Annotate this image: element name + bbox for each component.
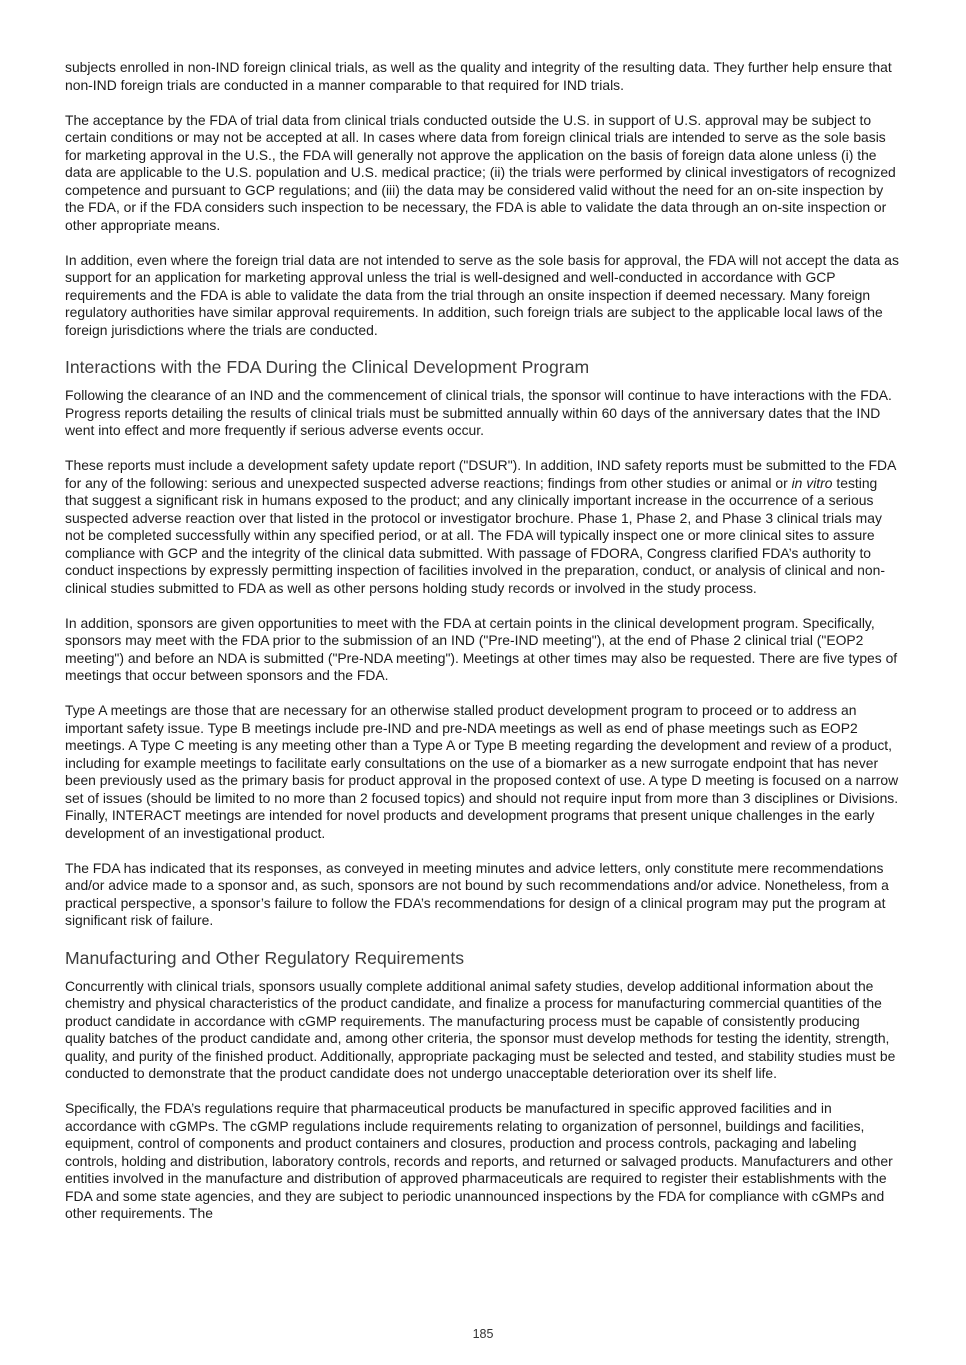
page-number: 185 (472, 1327, 494, 1341)
dsur-text-italic: in vitro (791, 474, 833, 491)
paragraph-fda-meetings: In addition, sponsors are given opportunities to meet with the FDA at certain points in the clinical development program. Specifically, sponsors may meet with the FDA prior to the submission of an IND ("Pre-IND meeting"), at the end of Phase 2 clinical trial ("EOP2 meeting") and before an NDA is submitted ("Pre-NDA meeting"). Meetings at other times may also be requested. There are five types of meetings that occur between sponsors and the FDA. (65, 614, 898, 683)
paragraph-progress-reports: Following the clearance of an IND and the commencement of clinical trials, the sponsor will continue to have interactions with the FDA. Progress reports detailing the results of clinical trials must be submitted annually within 60 days of the anniversary dates that the IND went into effect and more frequently if serious adverse events occur. (65, 387, 892, 438)
paragraph-foreign-data-support: In addition, even where the foreign trial data are not intended to serve as the sole basis for approval, the FDA will not accept the data as support for an application for marketing approval unless the trial is well-designed and well-conducted in accordance with GCP requirements and the FDA is able to validate the data from the trial through an onsite inspection if deemed necessary. Many foreign regulatory authorities have similar approval requirements. In addition, such foreign trials are subject to the applicable local laws of the foreign jurisdictions where the trials are conducted. (65, 251, 899, 338)
paragraph-cgmp-regulations: Specifically, the FDA’s regulations require that pharmaceutical products be manufactured in specific approved facilities and in accordance with cGMPs. The cGMP regulations include requirements relating to organization of personnel, buildings and facilities, equipment, control of components and product containers and closures, production and process controls, packaging and labeling controls, holding and distribution, laboratory controls, records and reports, and returned or salvaged products. Manufacturers and other entities involved in the manufacture and distribution of approved pharmaceuticals are required to register their establishments with the FDA and some state agencies, and they are subject to periodic unannounced inspections by the FDA for compliance with cGMPs and other requirements. The (65, 1100, 893, 1221)
paragraph-foreign-data-acceptance: The acceptance by the FDA of trial data from clinical trials conducted outside the U.S. in support of U.S. approval may be subject to certain conditions or may not be accepted at all. In cases where data from foreign clinical trials are intended to serve as the sole basis for marketing approval in the U.S., the FDA will generally not approve the application on the basis of foreign data alone unless (i) the data are applicable to the U.S. population and U.S. medical practice; (ii) the trials were performed by clinical investigators of recognized competence and pursuant to GCP regulations; and (iii) the data may be considered valid without the need for an on-site inspection by the FDA, or if the FDA considers such inspection to be necessary, the FDA is able to validate the data through an on-site inspection or other appropriate means. (65, 111, 896, 233)
dsur-text-part-1: These reports must include a development safety update report ("DSUR"). In addition, IND safety reports must be submitted to the FDA for any of the following: serious and unexpected suspected adverse reactions; findings from other studies or animal or (65, 457, 896, 491)
paragraph-manufacturing-process: Concurrently with clinical trials, sponsors usually complete additional animal safety studies, develop additional information about the chemistry and physical characteristics of the product candidate, and finalize a process for manufacturing commercial quantities of the product candidate in accordance with cGMP requirements. The manufacturing process must be capable of consistently producing quality batches of the product candidate and, among other criteria, the sponsor must develop methods for testing the identity, strength, quality, and purity of the finished product. Additionally, appropriate packaging must be selected and tested, and stability studies must be conducted to demonstrate that the product candidate does not undergo unacceptable deterioration over its shelf life. (65, 977, 896, 1081)
paragraph-fda-recommendations: The FDA has indicated that its responses, as conveyed in meeting minutes and advice letters, only constitute mere recommendations and/or advice made to a sponsor and, as such, sponsors are not bound by such recommendations and/or advice. Nonetheless, from a practical perspective, a sponsor’s failure to follow the FDA’s recommendations for design of a clinical program may put the program at significant risk of failure. (65, 859, 889, 928)
section-heading-manufacturing: Manufacturing and Other Regulatory Requirements (65, 947, 465, 968)
document-page (65, 59, 902, 1223)
paragraph-meeting-types: Type A meetings are those that are necessary for an otherwise stalled product development program to proceed or to address an important safety issue. Type B meetings include pre-IND and pre-NDA meetings as well as end of phase meetings such as EOP2 meetings. A Type C meeting is any meeting other than a Type A or Type B meeting regarding the development and review of a product, including for example meetings to facilitate early consultations on the use of a biomarker as a new surrogate endpoint that has never been previously used as the primary basis for product approval in the proposed context of use. A type D meeting is focused on a narrow set of issues (should be limited to no more than 2 focused topics) and should not require input from more than 3 disciplines or Divisions. Finally, INTERACT meetings are intended for novel products and development programs that present unique challenges in the early development of an investigational product. (65, 702, 899, 841)
dsur-text-part-2: testing that suggest a significant risk in humans exposed to the product; and any clinically important increase in the occurrence of a serious suspected adverse reaction over that listed in the protocol or investigator brochure. Phase 1, Phase 2, and Phase 3 clinical trials may not be completed successfully within any specified period, or at all. The FDA will typically inspect one or more clinical sites to assure compliance with GCP and the integrity of the clinical data submitted. With passage of FDORA, Congress clarified FDA’s authority to conduct inspections by expressly permitting inspection of facilities involved in the preparation, conduct, or analysis of clinical and non-clinical studies submitted to FDA as well as other persons holding study records or involved in the study process. (65, 474, 885, 596)
paragraph-foreign-trials-intro: subjects enrolled in non-IND foreign clinical trials, as well as the quality and integrity of the resulting data. They further help ensure that non-IND foreign trials are conducted in a manner comparable to that required for IND trials. (65, 59, 892, 93)
section-heading-interactions: Interactions with the FDA During the Clinical Development Program (65, 357, 590, 377)
paragraph-dsur-reports (65, 457, 902, 597)
